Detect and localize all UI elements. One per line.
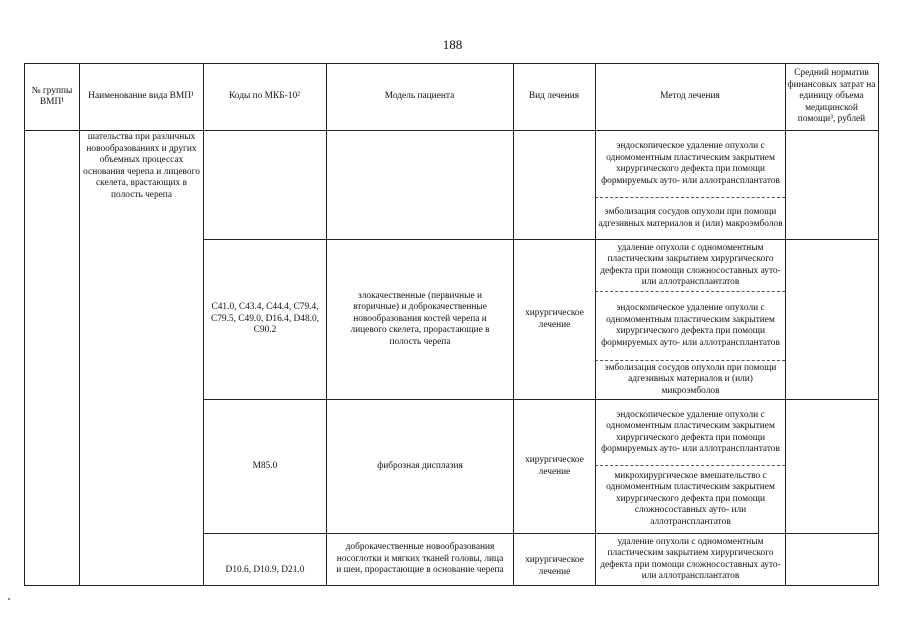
patient-model-cell <box>327 534 513 585</box>
method-text: эмболизация сосудов опухоли при помощи адгезивных материалов и (или) макроэмболов <box>598 207 783 229</box>
header-treatment <box>513 64 595 130</box>
method-text: удаление опухоли с одномоментным пластическим закрытием хирургического дефекта при помощи сложносоставных ауто- или аллотрансплантатов <box>600 242 781 287</box>
icd-codes-text: M85.0 <box>252 460 278 471</box>
patient-model-cell <box>327 400 513 533</box>
page-number: 188 <box>442 37 463 52</box>
header-model <box>326 64 513 130</box>
method-cell <box>596 534 785 585</box>
method-cell <box>596 198 785 239</box>
header-cost-text: Средний норматив финансовых затрат на единицу объема медицинской помощи³, рублей <box>787 68 876 125</box>
vmp-name-continuation <box>80 132 203 212</box>
method-cell <box>596 292 785 360</box>
header-treatment-text: Вид лечения <box>528 91 580 102</box>
treatment-type-text: хирургическое лечение <box>525 555 584 577</box>
method-text: эмболизация сосудов опухоли при помощи адгезивных материалов и (или) микроэмболов <box>604 362 777 396</box>
header-codes <box>203 64 326 130</box>
header-method <box>595 64 785 130</box>
icd-codes-cell <box>204 400 326 533</box>
icd-codes-text: D10.6, D10.9, D21.0 <box>225 564 305 575</box>
vmp-name-text: шательства при различных новообразованиях и других объемных процессах основания черепа и лицевого скелета, врастающих в полость черепа <box>83 132 200 200</box>
header-model-text: Модель пациента <box>384 91 455 102</box>
treatment-type-cell <box>514 400 595 533</box>
treatment-type-cell <box>514 534 595 585</box>
column-divider <box>785 64 786 585</box>
icd-codes-text: C41.0, C43.4, C44.4, C79.4, C79.5, C49.0, D16.4, D48.0, C90.2 <box>210 302 320 336</box>
patient-model-cell <box>327 240 513 399</box>
method-text: эндоскопическое удаление опухоли с одномоментным пластическим закрытием хирургического дефекта при помощи формируемых ауто- или аллотрансплантатов <box>601 303 780 348</box>
patient-model-text: фиброзная дисплазия <box>377 460 463 471</box>
header-name-text: Наименование вида ВМП¹ <box>88 91 194 102</box>
patient-model-text: доброкачественные новообразования носоглотки и мягких тканей головы, лица и шеи, прорастающие в основание черепа <box>336 542 504 576</box>
header-codes-text: Коды по МКБ-10² <box>229 91 300 102</box>
method-cell <box>596 466 785 533</box>
patient-model-text: злокачественные (первичные и вторичные) и доброкачественные новообразования костей черепа и лицевого скелета, прорастающие в полость черепа <box>350 290 490 347</box>
treatment-type-text: хирургическое лечение <box>525 308 584 330</box>
header-name <box>79 64 203 130</box>
treatment-type-cell <box>514 240 595 399</box>
method-text: удаление опухоли с одномоментным пластическим закрытием хирургического дефекта при помощи сложносоставных ауто- или аллотрансплантатов <box>600 536 781 581</box>
scan-speck <box>8 598 10 600</box>
header-cost <box>785 64 878 130</box>
icd-codes-cell <box>204 534 326 585</box>
method-text: эндоскопическое удаление опухоли с одномоментным пластическим закрытием хирургического дефекта при помощи формируемых ауто- или аллотрансплантатов <box>601 141 780 186</box>
header-group-number <box>25 64 79 130</box>
method-cell <box>596 361 785 399</box>
method-cell <box>596 240 785 291</box>
treatment-type-text: хирургическое лечение <box>525 455 584 477</box>
method-text: эндоскопическое удаление опухоли с одномоментным пластическим закрытием хирургического дефекта при помощи формируемых ауто- или аллотрансплантатов <box>601 409 780 454</box>
method-cell <box>596 131 785 197</box>
header-group-number-text: № группы ВМП¹ <box>31 85 73 107</box>
method-cell <box>596 400 785 465</box>
method-text: микрохирургическое вмешательство с одномоментным пластическим закрытием хирургического дефекта при помощи сложносоставных ауто- или аллотрансплантатов <box>606 470 775 527</box>
header-method-text: Метод лечения <box>660 91 720 102</box>
icd-codes-cell <box>204 240 326 399</box>
treatment-table <box>24 63 879 586</box>
